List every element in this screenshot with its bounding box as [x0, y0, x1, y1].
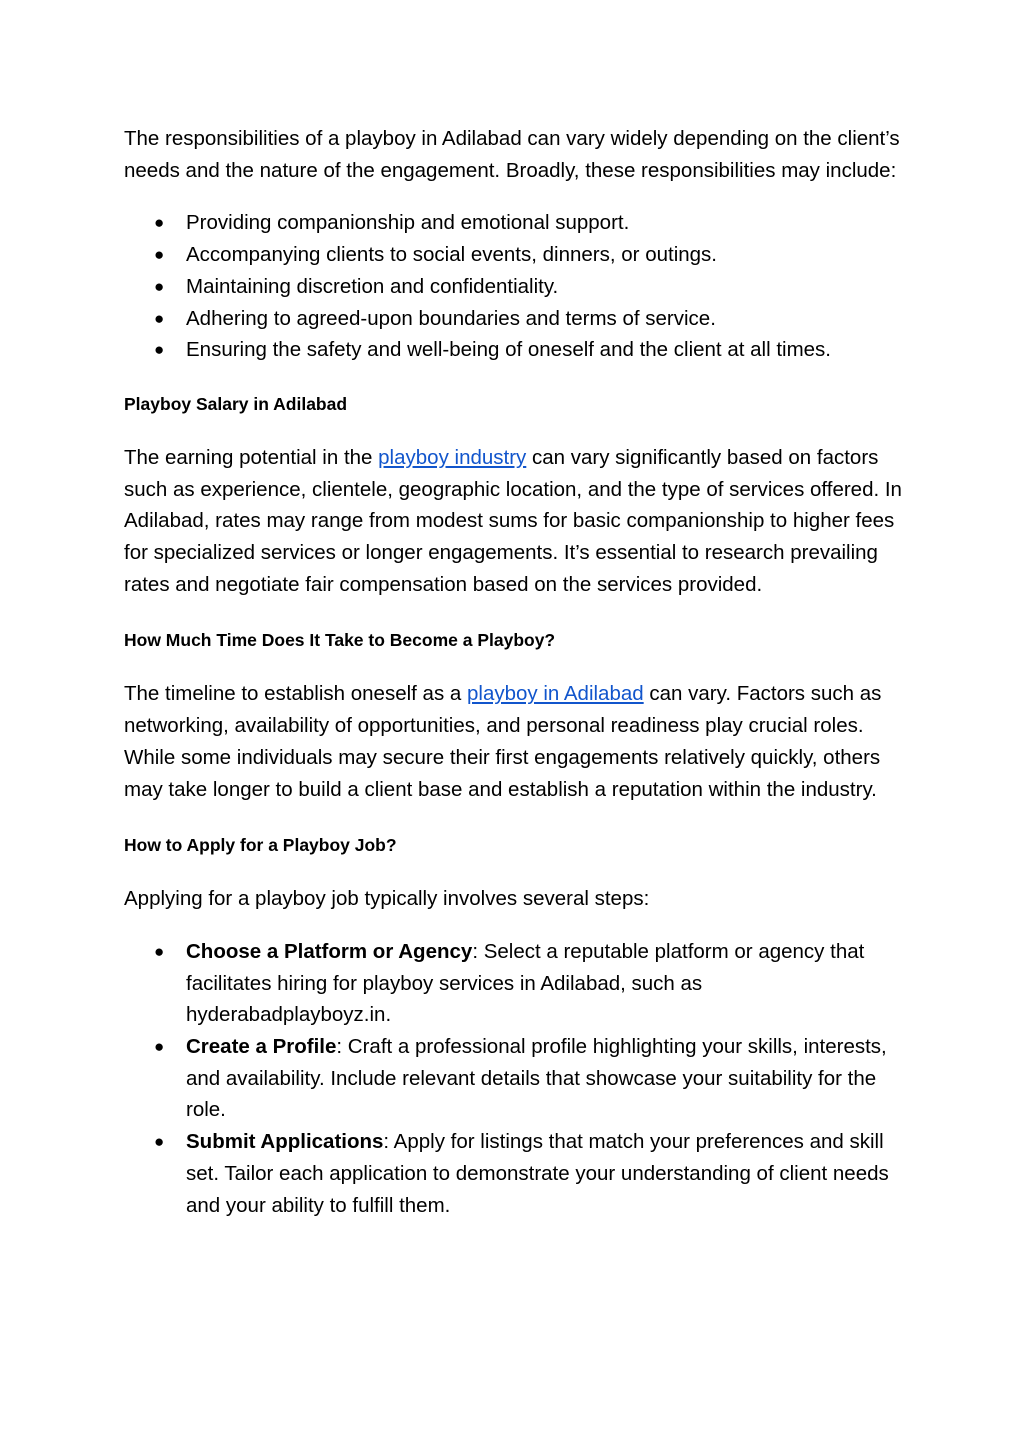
time-heading: How Much Time Does It Take to Become a Playboy? — [124, 630, 556, 651]
step-description: : Craft a professional profile highlighting your skills, interests, and availability. Include relevant details that showcase your suitability for the role. — [186, 1035, 887, 1122]
list-item-text: Ensuring the safety and well-being of oneself and the client at all times. — [186, 338, 831, 362]
bullet-icon: ● — [154, 941, 165, 961]
step-term: Create a Profile — [186, 1035, 337, 1059]
time-text-before: The timeline to establish oneself as a — [124, 682, 467, 706]
list-item-text: Providing companionship and emotional support. — [186, 211, 630, 235]
bullet-icon: ● — [154, 213, 165, 233]
step-term: Submit Applications — [186, 1130, 384, 1154]
apply-paragraph: Applying for a playboy job typically involves several steps: — [124, 887, 650, 911]
list-item — [124, 1126, 904, 1221]
list-item-text: Accompanying clients to social events, dinners, or outings. — [186, 243, 717, 267]
bullet-icon: ● — [154, 276, 165, 296]
playboy-in-adilabad-link[interactable]: playboy in Adilabad — [467, 682, 644, 706]
bullet-icon: ● — [154, 245, 165, 265]
list-item — [124, 1031, 904, 1126]
list-item — [124, 334, 904, 366]
list-item — [124, 271, 904, 303]
bullet-icon: ● — [154, 1132, 165, 1152]
salary-paragraph — [124, 442, 904, 601]
list-item — [124, 239, 904, 271]
apply-steps-list — [124, 936, 904, 1221]
list-item-text: Adhering to agreed-upon boundaries and terms of service. — [186, 306, 716, 330]
step-description: : Apply for listings that match your preferences and skill set. Tailor each application to demonstrate your understanding of client needs and your ability to fulfill them. — [186, 1130, 889, 1217]
step-term: Choose a Platform or Agency — [186, 939, 473, 963]
time-text-after: can vary. Factors such as networking, availability of opportunities, and personal readiness play crucial roles. While some individuals may secure their first engagements relatively quickly, others may take longer to build a client base and establish a reputation within the industry. — [124, 682, 882, 801]
document-page — [124, 123, 904, 1221]
bullet-icon: ● — [154, 340, 165, 360]
list-item — [124, 207, 904, 239]
playboy-industry-link[interactable]: playboy industry — [378, 445, 527, 469]
list-item-text: Maintaining discretion and confidentiality. — [186, 274, 559, 298]
apply-heading: How to Apply for a Playboy Job? — [124, 835, 397, 856]
salary-text-before: The earning potential in the — [124, 445, 379, 469]
responsibilities-list — [124, 207, 904, 366]
intro-paragraph: The responsibilities of a playboy in Adilabad can vary widely depending on the client’s needs and the nature of the engagement. Broadly, these responsibilities may include: — [124, 127, 900, 182]
salary-heading: Playboy Salary in Adilabad — [124, 393, 348, 414]
bullet-icon: ● — [154, 308, 165, 328]
step-description: : Select a reputable platform or agency that facilitates hiring for playboy services in Adilabad, such as hyderabadplayboyz.in. — [186, 939, 865, 1027]
salary-text-after: can vary significantly based on factors such as experience, clientele, geographic location, and the type of services offered. In Adilabad, rates may range from modest sums for basic companionship to higher fees for specialized services or longer engagements. It’s essential to research prevailing rates and negotiate fair compensation based on the services provided. — [124, 445, 902, 596]
list-item — [124, 303, 904, 335]
time-paragraph — [124, 678, 904, 805]
bullet-icon: ● — [154, 1037, 165, 1057]
list-item — [124, 936, 904, 1031]
